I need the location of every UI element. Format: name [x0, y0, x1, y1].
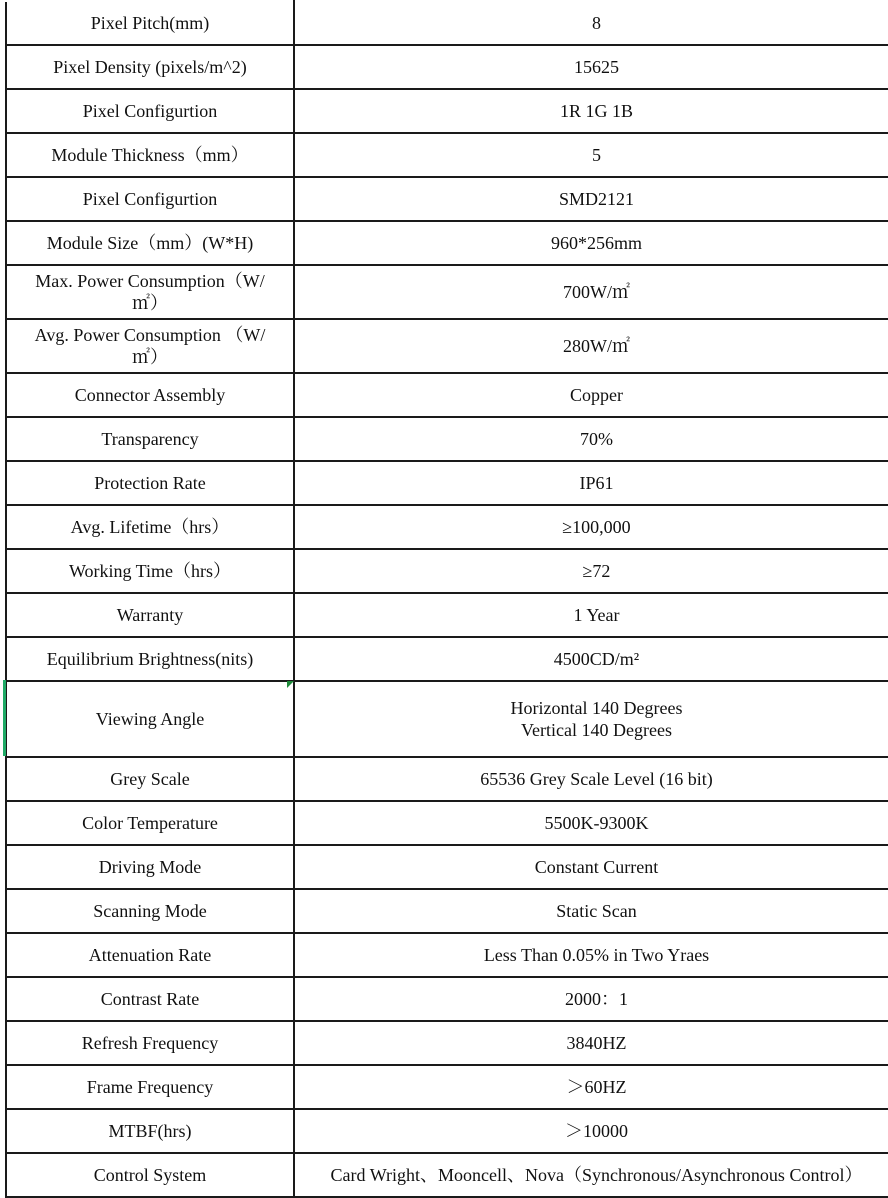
spec-label: MTBF(hrs) [6, 1109, 294, 1153]
spec-label: Warranty [6, 593, 294, 637]
spec-value: 5500K-9300K [294, 801, 888, 845]
spec-label: Pixel Density (pixels/m^2) [6, 45, 294, 89]
spec-value: Card Wright、Mooncell、Nova（Synchronous/Asynchronous Control） [294, 1153, 888, 1197]
spec-value: 1 Year [294, 593, 888, 637]
table-row [6, 549, 888, 593]
table-row [6, 933, 888, 977]
table-row [6, 319, 888, 373]
table-row [6, 221, 888, 265]
spec-label: Scanning Mode [6, 889, 294, 933]
table-row [6, 889, 888, 933]
spec-value: Less Than 0.05% in Two Yraes [294, 933, 888, 977]
spec-label: Pixel Configurtion [6, 177, 294, 221]
spec-value: 65536 Grey Scale Level (16 bit) [294, 757, 888, 801]
table-row [6, 1021, 888, 1065]
table-row [6, 373, 888, 417]
spec-label: Frame Frequency [6, 1065, 294, 1109]
spec-value: 280W/㎡ [294, 319, 888, 373]
table-row [6, 637, 888, 681]
spec-label: Attenuation Rate [6, 933, 294, 977]
spec-value: Copper [294, 373, 888, 417]
spec-value: SMD2121 [294, 177, 888, 221]
spec-label: Control System [6, 1153, 294, 1197]
spec-label: Grey Scale [6, 757, 294, 801]
cell-selection-marker [3, 680, 6, 756]
table-row [6, 505, 888, 549]
table-row [6, 845, 888, 889]
spec-label: Connector Assembly [6, 373, 294, 417]
spec-value: ＞10000 [294, 1109, 888, 1153]
spec-value: 70% [294, 417, 888, 461]
spec-value: 2000：1 [294, 977, 888, 1021]
spec-value: Static Scan [294, 889, 888, 933]
table-row [6, 757, 888, 801]
spec-label: Module Size（mm）(W*H) [6, 221, 294, 265]
table-row [6, 461, 888, 505]
spec-label: Module Thickness（mm） [6, 133, 294, 177]
spec-value: 960*256mm [294, 221, 888, 265]
table-row [6, 417, 888, 461]
spec-label: Equilibrium Brightness(nits) [6, 637, 294, 681]
table-row [6, 977, 888, 1021]
table-row [6, 1109, 888, 1153]
table-row [6, 265, 888, 319]
spec-value: 3840HZ [294, 1021, 888, 1065]
table-row [6, 177, 888, 221]
table-row [6, 1153, 888, 1197]
spec-label: Protection Rate [6, 461, 294, 505]
spec-value: 15625 [294, 45, 888, 89]
spec-value: 5 [294, 133, 888, 177]
spec-value: Horizontal 140 Degrees Vertical 140 Degrees [294, 681, 888, 757]
spec-table [5, 0, 888, 1198]
spec-label: Pixel Pitch(mm) [6, 1, 294, 45]
spec-value: 700W/㎡ [294, 265, 888, 319]
spec-label: Contrast Rate [6, 977, 294, 1021]
spec-label: Max. Power Consumption（W/ ㎡） [6, 265, 294, 319]
spec-value: 1R 1G 1B [294, 89, 888, 133]
table-row [6, 89, 888, 133]
cell-comment-indicator [287, 681, 294, 688]
spec-label: Pixel Configurtion [6, 89, 294, 133]
spec-value: Constant Current [294, 845, 888, 889]
spec-value: IP61 [294, 461, 888, 505]
table-row [6, 1065, 888, 1109]
spec-value: 4500CD/m² [294, 637, 888, 681]
spec-label: Driving Mode [6, 845, 294, 889]
table-row [6, 801, 888, 845]
table-row [6, 593, 888, 637]
spec-label: Color Temperature [6, 801, 294, 845]
spec-value: ＞60HZ [294, 1065, 888, 1109]
spec-label: Viewing Angle [6, 681, 294, 757]
spec-value: 8 [294, 1, 888, 45]
spec-label: Working Time（hrs） [6, 549, 294, 593]
spec-value: ≥72 [294, 549, 888, 593]
table-row [6, 681, 888, 757]
spec-label: Avg. Lifetime（hrs） [6, 505, 294, 549]
table-row [6, 133, 888, 177]
spec-label: Transparency [6, 417, 294, 461]
table-row [6, 1, 888, 45]
spec-label: Refresh Frequency [6, 1021, 294, 1065]
spec-value: ≥100,000 [294, 505, 888, 549]
table-row [6, 45, 888, 89]
spec-label: Avg. Power Consumption （W/ ㎡） [6, 319, 294, 373]
